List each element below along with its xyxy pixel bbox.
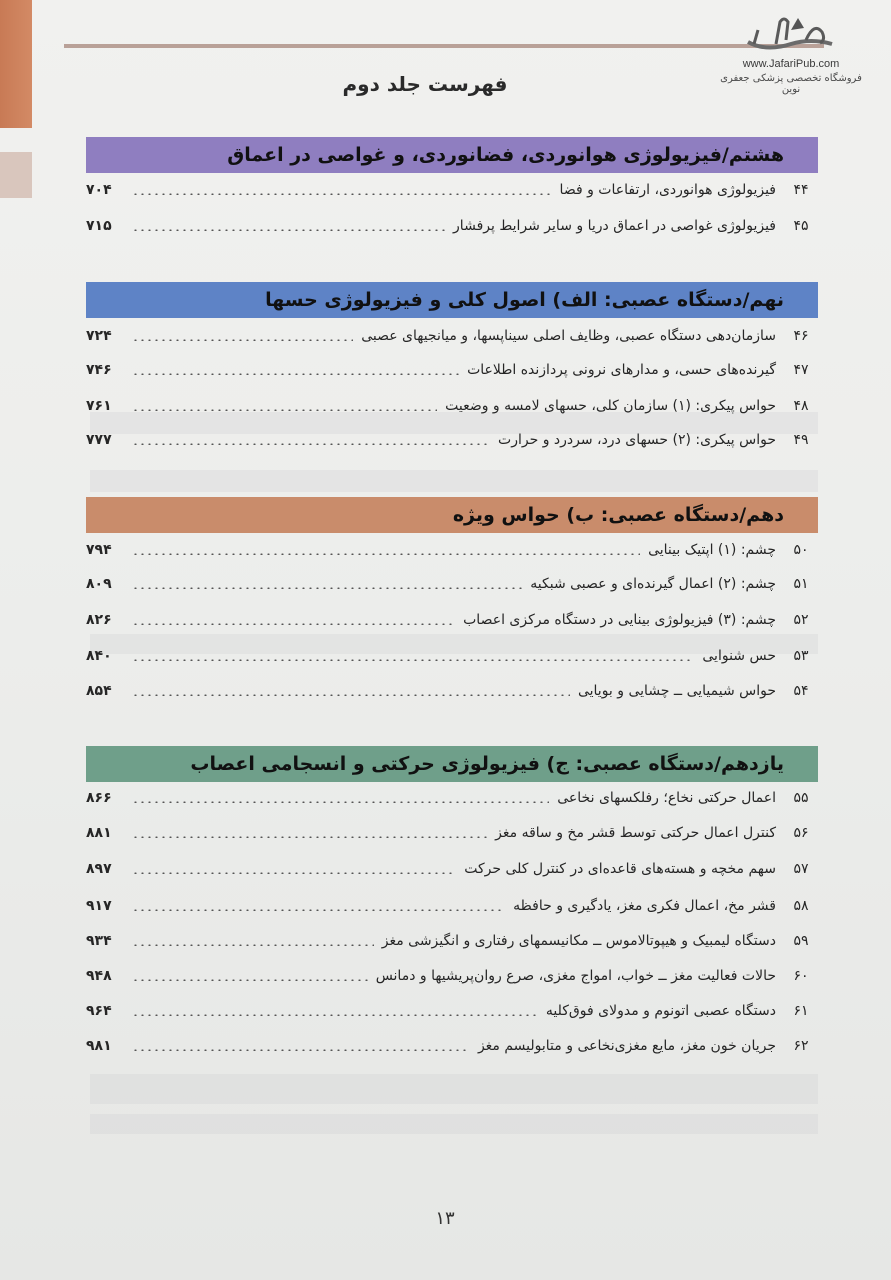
- entry-title: حس شنوایی: [702, 648, 776, 664]
- entry-page: ۸۲۶: [86, 612, 112, 628]
- entry-title: سهم مخچه و هسته‌های قاعده‌ای در کنترل کلی حرکت: [464, 861, 776, 877]
- toc-entry[interactable]: [86, 390, 818, 422]
- bleed-through: [90, 1114, 818, 1134]
- dot-leader: [132, 1049, 470, 1051]
- entry-page: ۸۸۱: [86, 825, 112, 841]
- chapter-heading: دهم/دستگاه عصبی: ب) حواس ویژه: [86, 497, 818, 533]
- entry-page: ۸۹۷: [86, 861, 112, 877]
- chapter-number: ۶۲: [793, 1038, 809, 1054]
- entry-title: اعمال حرکتی نخاع؛ رفلکسهای نخاعی: [557, 790, 776, 806]
- entry-page: ۷۹۴: [86, 542, 112, 558]
- dot-leader: [132, 443, 490, 445]
- dot-leader: [132, 872, 456, 874]
- dot-leader: [132, 193, 552, 195]
- chapter-number: ۵۰: [793, 542, 809, 558]
- toc-entry[interactable]: [86, 534, 818, 566]
- entry-title: گیرنده‌های حسی، و مدارهای نرونی پردازنده اطلاعات: [467, 362, 776, 378]
- chapter-number: ۴۸: [793, 398, 809, 414]
- entry-page: ۹۴۸: [86, 968, 112, 984]
- toc-entry[interactable]: [86, 890, 818, 922]
- chapter-number: ۶۰: [793, 968, 809, 984]
- dot-leader: [132, 1014, 538, 1016]
- entry-title: کنترل اعمال حرکتی توسط قشر مخ و ساقه مغز: [495, 825, 776, 841]
- calligraphy-logo-icon: [736, 10, 846, 60]
- chapter-number: ۴۶: [793, 328, 809, 344]
- chapter-number: ۵۹: [793, 933, 809, 949]
- entry-page: ۷۶۱: [86, 398, 112, 414]
- entry-page: ۷۷۷: [86, 432, 112, 448]
- toc-entry[interactable]: [86, 995, 818, 1027]
- chapter-number: ۵۲: [793, 612, 809, 628]
- entry-page: ۹۱۷: [86, 898, 112, 914]
- toc-entry[interactable]: [86, 604, 818, 636]
- entry-page: ۷۲۴: [86, 328, 112, 344]
- dot-leader: [132, 694, 570, 696]
- page-number: ۱۳: [435, 1208, 455, 1229]
- toc-entry[interactable]: [86, 640, 818, 672]
- toc-entry[interactable]: [86, 853, 818, 885]
- dot-leader: [132, 373, 459, 375]
- dot-leader: [132, 553, 640, 555]
- chapter-number: ۵۸: [793, 898, 809, 914]
- chapter-number: ۵۷: [793, 861, 809, 877]
- toc-entry[interactable]: [86, 424, 818, 456]
- chapter-number: ۴۷: [793, 362, 809, 378]
- dot-leader: [132, 587, 522, 589]
- entry-page: ۸۴۰: [86, 648, 112, 664]
- publisher-url: www.JafariPub.com: [742, 58, 840, 70]
- chapter-number: ۴۴: [793, 182, 809, 198]
- entry-title: حواس پیکری: (۱) سازمان کلی، حسهای لامسه و وضعیت: [445, 398, 776, 414]
- toc-entry[interactable]: [86, 960, 818, 992]
- entry-title: چشم: (۲) اعمال گیرنده‌ای و عصبی شبکیه: [530, 576, 776, 592]
- toc-entry[interactable]: [86, 568, 818, 600]
- dot-leader: [132, 409, 437, 411]
- entry-title: حواس پیکری: (۲) حسهای درد، سردرد و حرارت: [498, 432, 776, 448]
- dot-leader: [132, 339, 353, 341]
- dot-leader: [132, 909, 505, 911]
- toc-entry[interactable]: [86, 354, 818, 386]
- toc-entry[interactable]: [86, 925, 818, 957]
- entry-title: دستگاه عصبی اتونوم و مدولای فوق‌کلیه: [545, 1003, 776, 1019]
- toc-entry[interactable]: [86, 320, 818, 352]
- entry-page: ۹۸۱: [86, 1038, 112, 1054]
- page-edge-strip: [0, 0, 32, 128]
- header-rule: [64, 44, 824, 48]
- dot-leader: [132, 623, 455, 625]
- entry-page: ۸۶۶: [86, 790, 112, 806]
- entry-title: فیزیولوژی هوانوردی، ارتفاعات و فضا: [559, 182, 776, 198]
- chapter-heading: نهم/دستگاه عصبی: الف) اصول کلی و فیزیولوژی حسها: [86, 282, 818, 318]
- publisher-logo: [716, 10, 866, 108]
- toc-entry[interactable]: [86, 675, 818, 707]
- entry-page: ۸۰۹: [86, 576, 112, 592]
- entry-title: فیزیولوژی غواصی در اعماق دریا و سایر شرایط پرفشار: [453, 218, 776, 234]
- entry-title: حواس شیمیایی ــ چشایی و بویایی: [577, 683, 776, 699]
- dot-leader: [132, 659, 694, 661]
- dot-leader: [132, 801, 549, 803]
- toc-entry[interactable]: [86, 210, 818, 242]
- chapter-number: ۵۱: [793, 576, 809, 592]
- dot-leader: [132, 979, 368, 981]
- entry-title: سازمان‌دهی دستگاه عصبی، وظایف اصلی سیناپسها، و میانجیهای عصبی: [361, 328, 776, 344]
- entry-page: ۸۵۴: [86, 683, 112, 699]
- toc-entry[interactable]: [86, 1030, 818, 1062]
- chapter-number: ۵۶: [793, 825, 809, 841]
- chapter-heading: هشتم/فیزیولوژی هوانوردی، فضانوردی، و غواصی در اعماق: [86, 137, 818, 173]
- entry-page: ۹۶۴: [86, 1003, 112, 1019]
- bleed-through: [90, 1074, 818, 1104]
- toc-entry[interactable]: [86, 817, 818, 849]
- entry-page: ۷۴۶: [86, 362, 112, 378]
- entry-page: ۷۱۵: [86, 218, 112, 234]
- entry-title: حالات فعالیت مغز ــ خواب، امواج مغزی، صرع روان‌پریشیها و دمانس: [375, 968, 776, 984]
- entry-page: ۹۳۴: [86, 933, 112, 949]
- chapter-number: ۴۹: [793, 432, 809, 448]
- chapter-number: ۴۵: [793, 218, 809, 234]
- publisher-tagline: فروشگاه تخصصی پزشکی جعفری نوین: [720, 73, 862, 95]
- chapter-number: ۵۳: [793, 648, 809, 664]
- page-title: فهرست جلد دوم: [342, 72, 508, 96]
- page-edge-tab: [0, 152, 32, 198]
- entry-title: چشم: (۱) اپتیک بینایی: [648, 542, 776, 558]
- dot-leader: [132, 944, 374, 946]
- entry-title: قشر مخ، اعمال فکری مغز، یادگیری و حافظه: [513, 898, 776, 914]
- toc-entry[interactable]: [86, 782, 818, 814]
- bleed-through: [90, 470, 818, 492]
- entry-title: دستگاه لیمبیک و هیپوتالاموس ــ مکانیسمهای رفتاری و انگیزشی مغز: [381, 933, 776, 949]
- entry-title: جریان خون مغز، مایع مغزی‌نخاعی و متابولیسم مغز: [477, 1038, 776, 1054]
- dot-leader: [132, 229, 445, 231]
- chapter-number: ۵۵: [793, 790, 809, 806]
- entry-title: چشم: (۳) فیزیولوژی بینایی در دستگاه مرکزی اعصاب: [463, 612, 776, 628]
- dot-leader: [132, 836, 487, 838]
- toc-entry[interactable]: [86, 174, 818, 206]
- chapter-heading: یازدهم/دستگاه عصبی: ج) فیزیولوژی حرکتی و انسجامی اعصاب: [86, 746, 818, 782]
- chapter-number: ۶۱: [793, 1003, 809, 1019]
- entry-page: ۷۰۴: [86, 182, 112, 198]
- chapter-number: ۵۴: [793, 683, 809, 699]
